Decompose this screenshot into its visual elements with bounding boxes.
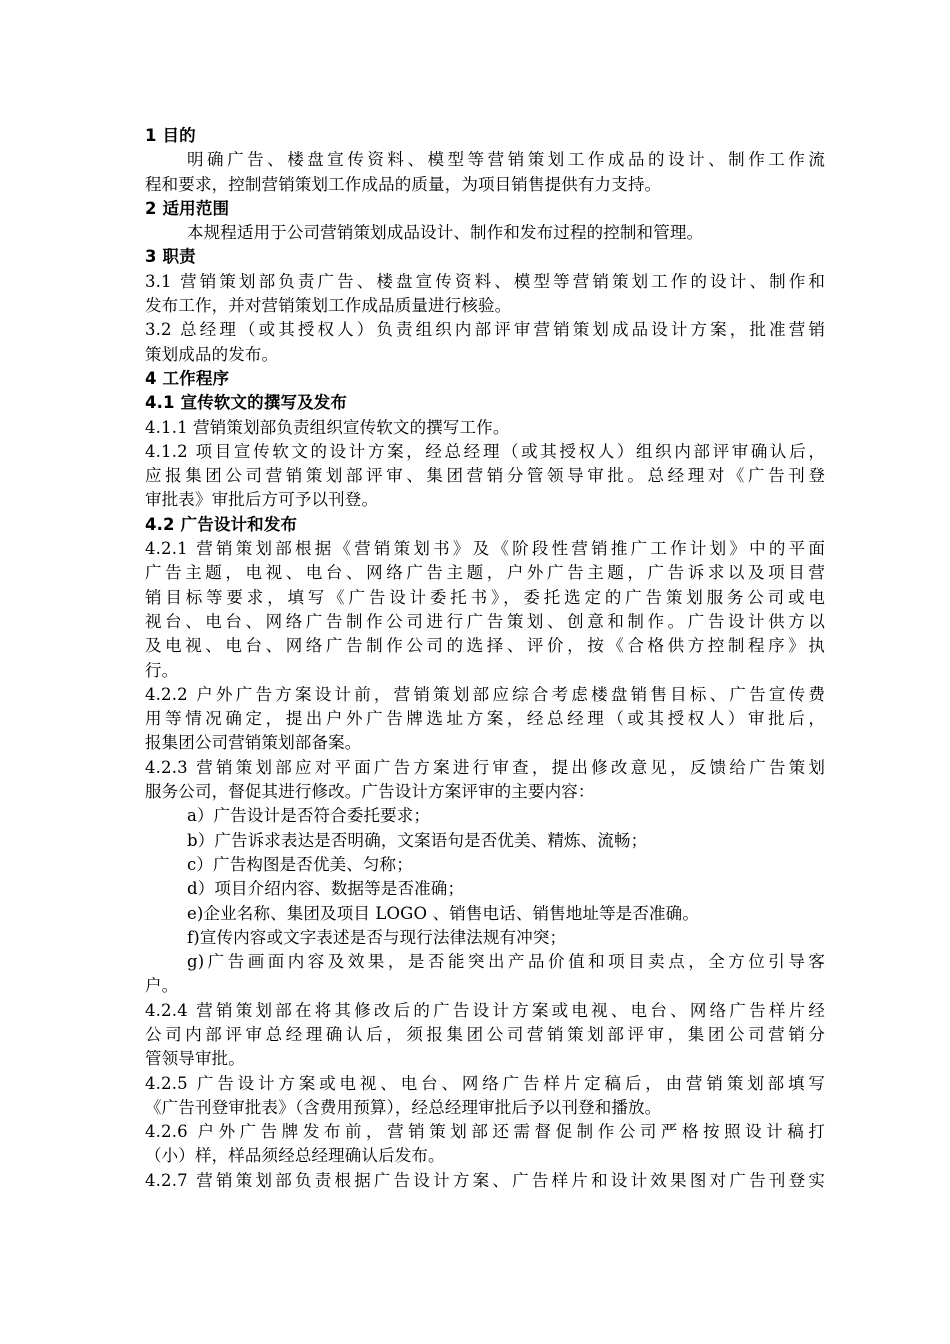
text-line: 公司内部评审总经理确认后，须报集团公司营销策划部评审，集团公司营销分 [145, 1024, 825, 1044]
text-line: 4.2.4 营销策划部在将其修改后的广告设计方案或电视、电台、网络广告样片经 [145, 1000, 825, 1020]
text-line: 程和要求，控制营销策划工作成品的质量，为项目销售提供有力支持。 [145, 174, 662, 194]
text-line: f)宣传内容或文字表述是否与现行法律法规有冲突； [187, 927, 567, 947]
document-body [145, 124, 825, 1193]
text-line: 应报集团公司营销策划部评审、集团营销分管领导审批。总经理对《广告刊登 [145, 466, 825, 486]
text-line: b）广告诉求表达是否明确，文案语句是否优美、精炼、流畅； [187, 830, 648, 850]
text-line: 视台、电台、网络广告制作公司进行广告策划、创意和制作。广告设计供方以 [145, 611, 825, 631]
text-line: e)企业名称、集团及项目 LOGO 、销售电话、销售地址等是否准确。 [187, 903, 699, 923]
text-line: 4.2.5 广告设计方案或电视、电台、网络广告样片定稿后，由营销策划部填写 [145, 1073, 825, 1093]
text-line: 《广告刊登审批表》（含费用预算），经总经理审批后予以刊登和播放。 [145, 1097, 662, 1117]
text-line: 4.2.3 营销策划部应对平面广告方案进行审查，提出修改意见，反馈给广告策划 [145, 757, 825, 777]
text-line: 4.2.7 营销策划部负责根据广告设计方案、广告样片和设计效果图对广告刊登实 [145, 1170, 825, 1190]
text-line: 广告主题，电视、电台、网络广告主题，户外广告主题，广告诉求以及项目营 [145, 563, 825, 583]
section-heading: 1 目的 [145, 126, 196, 145]
text-line: 4.2.2 户外广告方案设计前，营销策划部应综合考虑楼盘销售目标、广告宣传费 [145, 684, 825, 704]
section-heading: 2 适用范围 [145, 198, 230, 218]
text-line: 策划成品的发布。 [145, 344, 279, 364]
text-line: 管领导审批。 [145, 1049, 245, 1069]
section-heading: 3 职责 [145, 247, 196, 267]
text-line: 审批表》审批后方可予以刊登。 [145, 490, 379, 510]
text-line: 发布工作，并对营销策划工作成品质量进行核验。 [145, 296, 512, 316]
text-line: 用等情况确定，提出户外广告牌选址方案，经总经理（或其授权人）审批后， [145, 709, 825, 729]
text-line: 户。 [145, 976, 179, 996]
text-line: 明确广告、楼盘宣传资料、模型等营销策划工作成品的设计、制作工作流 [187, 150, 825, 170]
text-line: 报集团公司营销策划部备案。 [145, 733, 362, 753]
text-line: d）项目介绍内容、数据等是否准确； [187, 879, 465, 899]
text-line: 4.1.2 项目宣传软文的设计方案，经总经理（或其授权人）组织内部评审确认后， [145, 441, 825, 461]
text-line: 4.2.1 营销策划部根据《营销策划书》及《阶段性营销推广工作计划》中的平面 [145, 539, 825, 559]
section-heading: 4 工作程序 [145, 368, 230, 388]
text-line: 服务公司，督促其进行修改。广告设计方案评审的主要内容： [145, 782, 595, 802]
text-line: c）广告构图是否优美、匀称； [187, 854, 413, 874]
text-line: g)广告画面内容及效果，是否能突出产品价值和项目卖点，全方位引导客 [187, 952, 825, 972]
text-line: 3.1 营销策划部负责广告、楼盘宣传资料、模型等营销策划工作的设计、制作和 [145, 271, 825, 291]
text-line: a）广告设计是否符合委托要求； [187, 806, 431, 826]
text-line: 本规程适用于公司营销策划成品设计、制作和发布过程的控制和管理。 [187, 223, 704, 243]
section-heading: 4.2 广告设计和发布 [145, 514, 298, 534]
section-heading: 4.1 宣传软文的撰写及发布 [145, 393, 348, 413]
text-line: 4.1.1 营销策划部负责组织宣传软文的撰写工作。 [145, 417, 510, 437]
text-line: 4.2.6 户外广告牌发布前，营销策划部还需督促制作公司严格按照设计稿打 [145, 1122, 825, 1142]
text-line: 销目标等要求，填写《广告设计委托书》，委托选定的广告策划服务公司或电 [145, 587, 825, 607]
text-line: 行。 [145, 660, 179, 680]
text-line: 3.2 总经理（或其授权人）负责组织内部评审营销策划成品设计方案，批准营销 [145, 320, 825, 340]
text-line: （小）样，样品须经总经理确认后发布。 [145, 1146, 445, 1166]
text-line: 及电视、电台、网络广告制作公司的选择、评价，按《合格供方控制程序》执 [145, 636, 825, 656]
